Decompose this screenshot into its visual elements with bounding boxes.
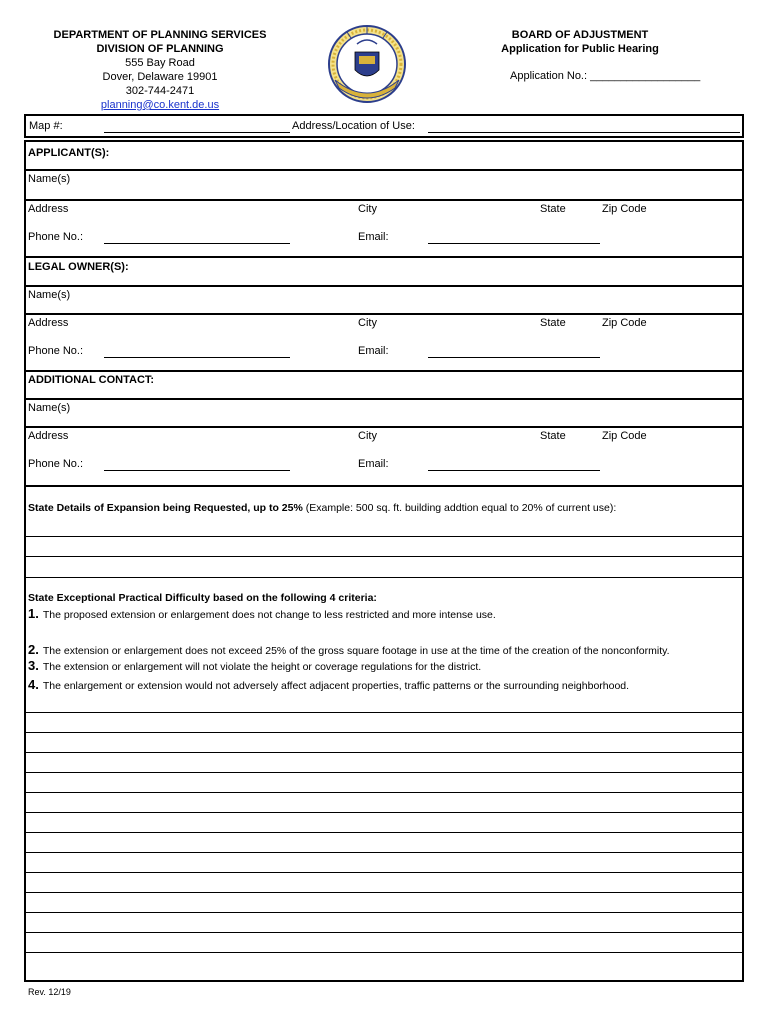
answer-line[interactable] [24,732,744,733]
answer-line[interactable] [24,752,744,753]
expansion-prompt-bold: State Details of Expansion being Requested, up to 25% [28,502,303,514]
contact-email-label: Email: [358,458,389,470]
criterion-3 [28,658,481,673]
section-divider [24,256,744,258]
criterion-1-text: The proposed extension or enlargement does not change to less restricted and more intense use. [42,609,496,621]
division-name: DIVISION OF PLANNING [96,43,224,55]
answer-line[interactable] [24,872,744,873]
department-block [40,28,280,112]
answer-line[interactable] [24,852,744,853]
answer-line[interactable] [24,712,744,713]
divider [24,285,744,287]
contact-email-input[interactable] [428,470,600,471]
street-address: 555 Bay Road [125,57,195,69]
owner-email-input[interactable] [428,357,600,358]
criterion-2 [28,642,670,657]
criterion-4-text: The enlargement or extension would not adversely affect adjacent properties, traffic patterns or the surrounding neighborhood. [42,680,630,692]
contact-state-label[interactable]: State [540,430,566,442]
contact-phone-label: Phone No.: [28,458,84,470]
application-number-field[interactable]: Application No.: __________________ [510,70,701,82]
divider [24,426,744,428]
board-title: BOARD OF ADJUSTMENT [511,29,649,41]
owner-phone-label: Phone No.: [28,345,84,357]
board-block [480,28,680,56]
applicant-zip-label[interactable]: Zip Code [602,203,647,215]
applicants-heading: APPLICANT(S): [28,147,110,159]
divider [24,199,744,201]
answer-line[interactable] [24,892,744,893]
answer-line[interactable] [24,832,744,833]
owner-names-label[interactable]: Name(s) [28,289,71,301]
expansion-line-3[interactable] [24,577,744,578]
criterion-1 [28,606,496,621]
city-address: Dover, Delaware 19901 [102,71,218,83]
contact-phone-input[interactable] [104,470,290,471]
owner-phone-input[interactable] [104,357,290,358]
applicant-address-label[interactable]: Address [28,203,69,215]
address-location-label: Address/Location of Use: [292,120,415,132]
expansion-prompt [28,502,616,514]
applicant-names-label[interactable]: Name(s) [28,173,71,185]
map-input[interactable] [104,132,290,133]
applicant-phone-input[interactable] [104,243,290,244]
owner-state-label[interactable]: State [540,317,566,329]
expansion-prompt-rest: (Example: 500 sq. ft. building addtion equal to 20% of current use): [302,502,617,514]
section-divider [24,370,744,372]
address-location-input[interactable] [428,132,740,133]
map-label: Map #: [29,120,63,132]
contact-names-label[interactable]: Name(s) [28,402,71,414]
criterion-4-number: 4. [28,677,39,692]
owner-email-label: Email: [358,345,389,357]
criterion-4 [28,677,629,692]
criterion-2-text: The extension or enlargement does not exceed 25% of the gross square footage in use at the time of the creation of the nonconformity. [42,645,670,657]
form-frame [24,140,744,982]
criterion-1-number: 1. [28,606,39,621]
applicant-email-input[interactable] [428,243,600,244]
owner-city-label[interactable]: City [358,317,377,329]
email-link[interactable]: planning@co.kent.de.us [100,99,220,111]
answer-line[interactable] [24,912,744,913]
section-divider [24,485,744,487]
owners-heading: LEGAL OWNER(S): [28,261,129,273]
answer-line[interactable] [24,792,744,793]
criterion-3-text: The extension or enlargement will not violate the height or coverage regulations for the district. [42,661,482,673]
phone-number: 302-744-2471 [125,85,195,97]
contact-zip-label[interactable]: Zip Code [602,430,647,442]
criterion-3-number: 3. [28,658,39,673]
owner-address-label[interactable]: Address [28,317,69,329]
difficulty-heading: State Exceptional Practical Difficulty based on the following 4 criteria: [28,592,377,604]
applicant-phone-label: Phone No.: [28,231,84,243]
divider [24,313,744,315]
expansion-line-1[interactable] [24,536,744,537]
contact-city-label[interactable]: City [358,430,377,442]
department-name: DEPARTMENT OF PLANNING SERVICES [53,29,267,41]
answer-line[interactable] [24,812,744,813]
answer-line[interactable] [24,772,744,773]
contact-heading: ADDITIONAL CONTACT: [28,374,155,386]
applicant-city-label[interactable]: City [358,203,377,215]
board-subtitle: Application for Public Hearing [501,43,659,55]
answer-line[interactable] [24,932,744,933]
divider [24,398,744,400]
criterion-2-number: 2. [28,642,39,657]
applicant-state-label[interactable]: State [540,203,566,215]
answer-line[interactable] [24,952,744,953]
expansion-line-2[interactable] [24,556,744,557]
county-seal-icon [327,24,407,104]
applicant-email-label: Email: [358,231,389,243]
divider [24,169,744,171]
revision-label: Rev. 12/19 [28,987,71,997]
contact-address-label[interactable]: Address [28,430,69,442]
owner-zip-label[interactable]: Zip Code [602,317,647,329]
